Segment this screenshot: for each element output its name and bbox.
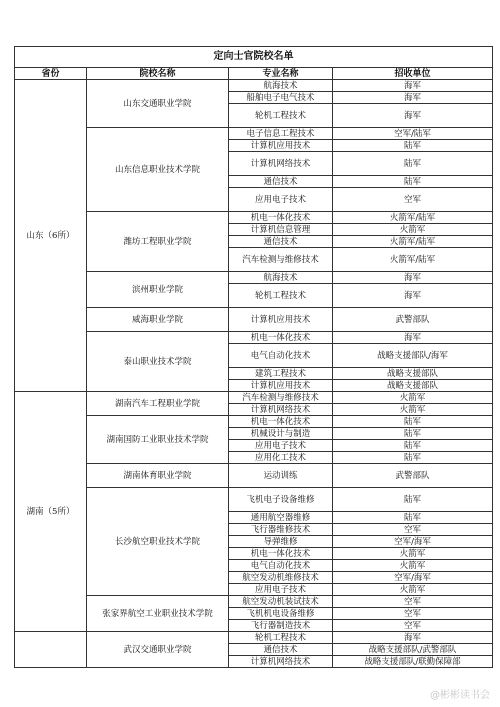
unit-cell: 火箭军/陆军 <box>333 236 493 248</box>
table-row <box>15 308 493 332</box>
roster-document <box>14 46 492 668</box>
major-cell: 汽车检测与维修技术 <box>229 392 333 404</box>
unit-cell: 空军/陆军 <box>333 128 493 140</box>
table-row <box>15 332 493 344</box>
unit-cell: 陆军 <box>333 176 493 188</box>
unit-cell: 陆军 <box>333 416 493 428</box>
unit-cell: 空军/海军 <box>333 536 493 548</box>
major-cell: 电气自动化技术 <box>229 344 333 368</box>
unit-cell: 陆军 <box>333 152 493 176</box>
major-cell: 计算机应用技术 <box>229 308 333 332</box>
major-cell: 通用航空器维修 <box>229 512 333 524</box>
major-cell: 飞行器制造技术 <box>229 620 333 632</box>
unit-cell: 战略支援部队/联勤保障部 <box>333 656 493 668</box>
unit-cell: 海军 <box>333 332 493 344</box>
unit-cell: 海军 <box>333 92 493 104</box>
school-cell: 湖南体育职业学院 <box>87 464 229 488</box>
unit-cell: 海军 <box>333 632 493 644</box>
school-cell: 泰山职业技术学院 <box>87 332 229 392</box>
major-cell: 电气自动化技术 <box>229 560 333 572</box>
unit-cell: 陆军 <box>333 512 493 524</box>
major-cell: 导弹维修 <box>229 536 333 548</box>
school-cell: 山东交通职业学院 <box>87 80 229 128</box>
major-cell: 航空发动机装试技术 <box>229 596 333 608</box>
major-cell: 计算机网络技术 <box>229 656 333 668</box>
unit-cell: 火箭军 <box>333 224 493 236</box>
unit-cell: 火箭军 <box>333 584 493 596</box>
major-cell: 航海技术 <box>229 80 333 92</box>
major-cell: 运动训练 <box>229 464 333 488</box>
table-row <box>15 464 493 488</box>
unit-cell: 空军 <box>333 620 493 632</box>
table-row <box>15 392 493 404</box>
school-cell: 武汉交通职业学院 <box>87 632 229 668</box>
major-cell: 飞行器维修技术 <box>229 524 333 536</box>
school-cell: 张家界航空工业职业技术学院 <box>87 596 229 632</box>
school-cell: 潍坊工程职业学院 <box>87 212 229 272</box>
school-cell: 滨州职业学院 <box>87 272 229 308</box>
school-cell: 山东信息职业技术学院 <box>87 128 229 212</box>
major-cell: 轮机工程技术 <box>229 104 333 128</box>
major-cell: 轮机工程技术 <box>229 284 333 308</box>
major-cell: 通信技术 <box>229 644 333 656</box>
unit-cell: 陆军 <box>333 140 493 152</box>
table-row <box>15 212 493 224</box>
unit-cell: 海军 <box>333 272 493 284</box>
major-cell: 计算机网络技术 <box>229 152 333 176</box>
unit-cell: 火箭军 <box>333 548 493 560</box>
major-cell: 船舶电子电气技术 <box>229 92 333 104</box>
header-unit: 招收单位 <box>333 68 493 80</box>
table-row <box>15 488 493 512</box>
school-cell: 湖南国防工业职业技术学院 <box>87 416 229 464</box>
unit-cell: 战略支援部队 <box>333 368 493 380</box>
major-cell: 通信技术 <box>229 236 333 248</box>
unit-cell: 空军/海军 <box>333 572 493 584</box>
table-title: 定向士官院校名单 <box>15 47 493 68</box>
major-cell: 电子信息工程技术 <box>229 128 333 140</box>
province-cell: 山东（6所） <box>15 80 87 392</box>
major-cell: 飞机机电设备维修 <box>229 608 333 620</box>
watermark: @彬彬读书会 <box>430 690 490 701</box>
unit-cell: 陆军 <box>333 428 493 440</box>
school-cell: 威海职业学院 <box>87 308 229 332</box>
major-cell: 飞机电子设备维修 <box>229 488 333 512</box>
unit-cell: 武警部队 <box>333 464 493 488</box>
unit-cell: 火箭军 <box>333 392 493 404</box>
unit-cell: 火箭军 <box>333 560 493 572</box>
major-cell: 应用电子技术 <box>229 188 333 212</box>
major-cell: 计算机信息管理 <box>229 224 333 236</box>
table-row <box>15 632 493 644</box>
major-cell: 航空发动机维修技术 <box>229 572 333 584</box>
unit-cell: 海军 <box>333 104 493 128</box>
header-major: 专业名称 <box>229 68 333 80</box>
table-row <box>15 272 493 284</box>
major-cell: 通信技术 <box>229 176 333 188</box>
major-cell: 机械设计与制造 <box>229 428 333 440</box>
unit-cell: 空军 <box>333 596 493 608</box>
table-row <box>15 80 493 92</box>
unit-cell: 空军 <box>333 188 493 212</box>
table-row <box>15 128 493 140</box>
unit-cell: 海军 <box>333 284 493 308</box>
major-cell: 计算机网络技术 <box>229 404 333 416</box>
unit-cell: 陆军 <box>333 440 493 452</box>
major-cell: 机电一体化技术 <box>229 332 333 344</box>
major-cell: 计算机应用技术 <box>229 380 333 392</box>
unit-cell: 战略支援部队 <box>333 380 493 392</box>
unit-cell: 火箭军/陆军 <box>333 212 493 224</box>
major-cell: 汽车检测与维修技术 <box>229 248 333 272</box>
major-cell: 机电一体化技术 <box>229 548 333 560</box>
table-row <box>15 416 493 428</box>
major-cell: 轮机工程技术 <box>229 632 333 644</box>
roster-table <box>14 46 493 668</box>
header-school: 院校名称 <box>87 68 229 80</box>
major-cell: 应用电子技术 <box>229 584 333 596</box>
unit-cell: 武警部队 <box>333 308 493 332</box>
unit-cell: 火箭军 <box>333 404 493 416</box>
school-cell: 湖南汽车工程职业学院 <box>87 392 229 416</box>
unit-cell: 陆军 <box>333 452 493 464</box>
unit-cell: 战略支援部队/海军 <box>333 344 493 368</box>
header-province: 省份 <box>15 68 87 80</box>
table-body <box>15 80 493 668</box>
major-cell: 机电一体化技术 <box>229 416 333 428</box>
unit-cell: 空军 <box>333 608 493 620</box>
major-cell: 建筑工程技术 <box>229 368 333 380</box>
province-cell: 湖南（5所） <box>15 392 87 632</box>
major-cell: 航海技术 <box>229 272 333 284</box>
table-row <box>15 596 493 608</box>
major-cell: 计算机应用技术 <box>229 140 333 152</box>
province-cell <box>15 632 87 668</box>
major-cell: 机电一体化技术 <box>229 212 333 224</box>
major-cell: 应用化工技术 <box>229 452 333 464</box>
school-cell: 长沙航空职业技术学院 <box>87 488 229 596</box>
unit-cell: 战略支援部队/武警部队 <box>333 644 493 656</box>
unit-cell: 海军 <box>333 80 493 92</box>
unit-cell: 空军 <box>333 524 493 536</box>
unit-cell: 火箭军/陆军 <box>333 248 493 272</box>
major-cell: 应用电子技术 <box>229 440 333 452</box>
unit-cell: 陆军 <box>333 488 493 512</box>
